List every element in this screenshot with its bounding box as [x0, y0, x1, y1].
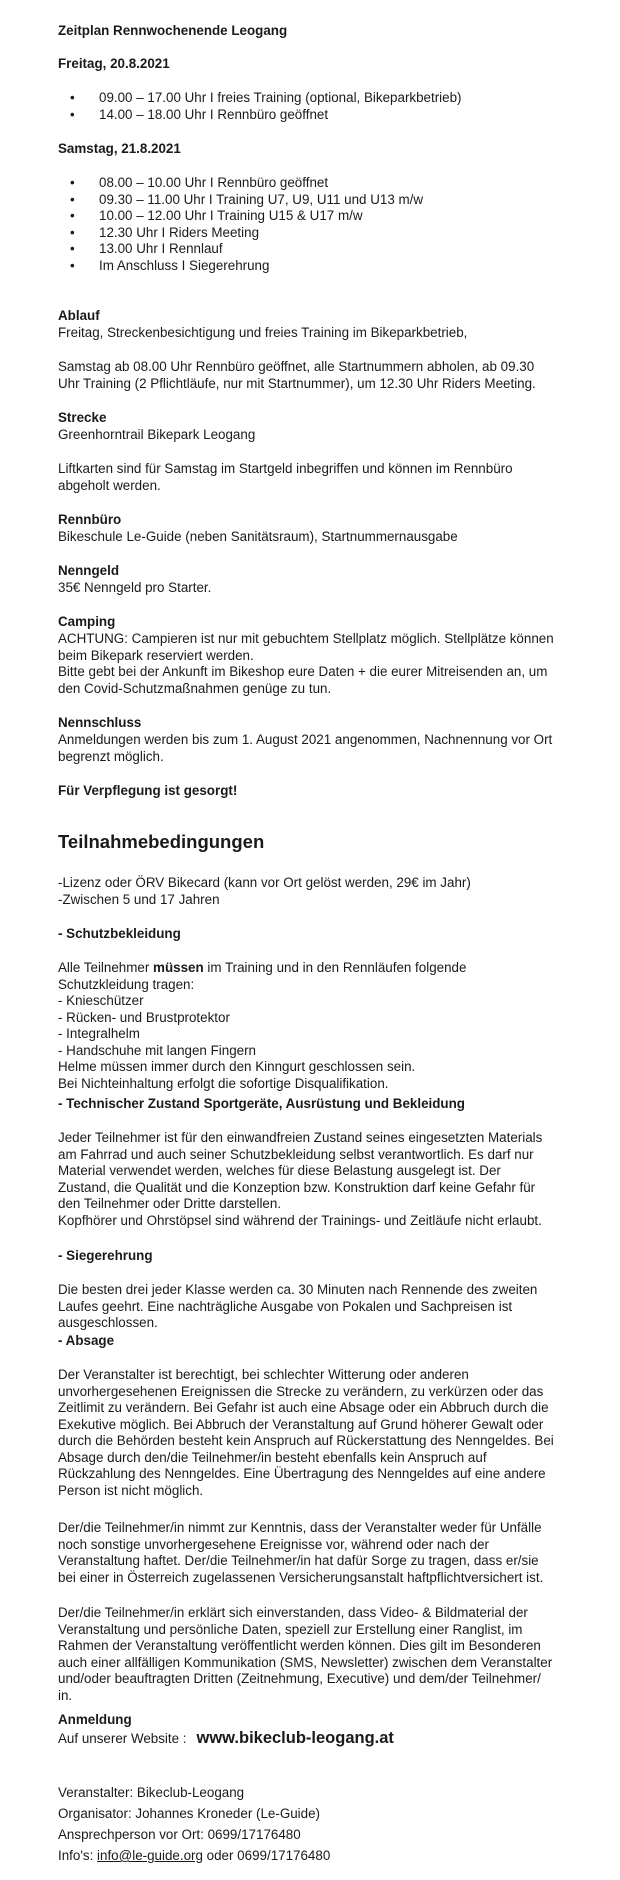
schedule-title: Zeitplan Rennwochenende Leogang: [58, 23, 288, 38]
anmeldung-heading: Anmeldung: [58, 1712, 132, 1727]
ablauf-text: Freitag, Streckenbesichtigung und freies Training im Bikeparkbetrieb,: [58, 325, 468, 340]
schutz-paragraph: Alle Teilnehmer müssen im Training und in den Rennläufen folgende Schutzkleidung tragen: - Knieschützer - Rücken- und Brustprotektor - Integralhelm - Handschuhe mit langen Fingern Helme müssen immer durch den Kinngurt geschlossen sein. Bei Nichteinhaltung erfolgt die sofortige Disqualifikation.: [58, 960, 467, 1091]
verpflegung-note: Für Verpflegung ist gesorgt!: [58, 783, 238, 798]
list-item: • 14.00 – 18.00 Uhr I Rennbüro geöffnet: [58, 107, 568, 124]
nennschluss-paragraph: Anmeldungen werden bis zum 1. August 2021 angenommen, Nachnennung vor Ort begrenzt möglich.: [58, 732, 553, 764]
teilnahme-title: Teilnahmebedingungen: [58, 831, 265, 852]
camping-paragraph: ACHTUNG: Campieren ist nur mit gebuchtem Stellplatz möglich. Stellplätze können beim Bikepark reserviert werden. Bitte gebt bei der Ankunft im Bikeshop eure Daten + die eurer Mitreisenden an, um den Covid-Schutzmaßnahmen genüge zu tun.: [58, 631, 554, 696]
nenngeld-heading: Nenngeld: [58, 563, 120, 578]
rennbuero-heading: Rennbüro: [58, 512, 122, 527]
camping-heading: Camping: [58, 614, 116, 629]
technik-paragraph: Jeder Teilnehmer ist für den einwandfreien Zustand seines eingesetzten Materials am Fahrrad und auch seiner Schutzbekleidung selbst verantwortlich. Es darf nur Material verwendet werden, welches für diese Belastung ausgelegt ist. Der Zustand, die Qualität und die Konzeption bzw. Konstruktion darf keine Gefahr für den Teilnehmer oder Dritte darstellen. Kopfhörer und Ohrstöpsel sind während der Trainings- und Zeitläufe nicht erlaubt.: [58, 1130, 543, 1228]
saturday-heading: Samstag, 21.8.2021: [58, 141, 181, 156]
veranstalter-line: Veranstalter: Bikeclub-Leogang: [58, 1785, 245, 1800]
ablauf-heading: Ablauf: [58, 308, 100, 323]
info-line: Info's: info@le-guide.org oder 0699/17176480: [58, 1848, 331, 1863]
technik-heading: - Technischer Zustand Sportgeräte, Ausrüstung und Bekleidung: [58, 1096, 465, 1111]
nenngeld-text: 35€ Nenngeld pro Starter.: [58, 580, 212, 595]
list-item: • Im Anschluss I Siegerehrung: [58, 258, 568, 275]
sieger-paragraph: Die besten drei jeder Klasse werden ca. 30 Minuten nach Rennende des zweiten Laufes geehrt. Eine nachträgliche Ausgabe von Pokalen und Sachpreisen ist ausgeschlossen.: [58, 1282, 538, 1330]
strecke-heading: Strecke: [58, 410, 107, 425]
requirements-paragraph: -Lizenz oder ÖRV Bikecard (kann vor Ort gelöst werden, 29€ im Jahr) -Zwischen 5 und 17 Jahren: [58, 875, 471, 907]
strecke-text: Greenhorntrail Bikepark Leogang: [58, 427, 256, 442]
rennbuero-text: Bikeschule Le-Guide (neben Sanitätsraum), Startnummernausgabe: [58, 529, 458, 544]
absage-paragraph-1: Der Veranstalter ist berechtigt, bei schlechter Witterung oder anderen unvorhergesehenen Ereignissen die Strecke zu verändern, zu verkürzen oder das Zeitlimit zu verändern. Bei Gefahr ist auch eine Absage oder ein Abbruch durch die Exekutive möglich. Bei Abbruch der Veranstaltung auf Grund höherer Gewalt oder durch die Behörden besteht kein Anspruch auf Rückerstattung des Nenngeldes. Bei Absage durch den/die Teilnehmer/in besteht ebenfalls kein Anspruch auf Rückzahlung des Nenngeldes. Eine Übertragung des Nenngeldes auf eine andere Person ist nicht möglich.: [58, 1367, 554, 1498]
list-item: • 13.00 Uhr I Rennlauf: [58, 241, 568, 258]
list-item: • 08.00 – 10.00 Uhr I Rennbüro geöffnet: [58, 175, 568, 192]
absage-paragraph-2: Der/die Teilnehmer/in nimmt zur Kenntnis, dass der Veranstalter weder für Unfälle noch sonstige unvorhergesehene Ereignisse vor, während oder nach der Veranstaltung haftet. Der/die Teilnehmer/in hat dafür Sorge zu tragen, dass er/sie bei einer in Österreich zugelassenen Versicherungsanstalt haftpflichtversichert ist.: [58, 1520, 544, 1585]
sieger-heading: - Siegerehrung: [58, 1248, 153, 1263]
ansprechperson-line: Ansprechperson vor Ort: 0699/17176480: [58, 1827, 301, 1842]
list-item: • 12.30 Uhr I Riders Meeting: [58, 225, 568, 242]
saturday-list: [58, 175, 568, 274]
anmeldung-row: [58, 1727, 568, 1750]
list-item: • 09.30 – 11.00 Uhr I Training U7, U9, U11 und U13 m/w: [58, 192, 568, 209]
absage-paragraph-3: Der/die Teilnehmer/in erklärt sich einverstanden, dass Video- & Bildmaterial der Veranstaltung und persönliche Daten, speziell zur Erstellung einer Ranglist, im Rahmen der Veranstaltung veröffentlicht werden können. Dies gilt im Besonderen auch einer allfälligen Kommunikation (SMS, Newsletter) zwischen dem Veranstalter und/oder beauftragten Dritten (Zeitnehmung, Executive) und dem/der Teilnehmer/ in.: [58, 1605, 553, 1703]
schutz-heading: - Schutzbekleidung: [58, 926, 181, 941]
website-link[interactable]: www.bikeclub-leogang.at: [196, 1729, 394, 1747]
organisator-line: Organisator: Johannes Kroneder (Le-Guide): [58, 1806, 321, 1821]
info-email-link[interactable]: info@le-guide.org: [97, 1848, 203, 1863]
friday-list: [58, 90, 568, 123]
absage-heading: - Absage: [58, 1333, 115, 1348]
anmeldung-label: Auf unserer Website :: [58, 1731, 187, 1746]
strecke-paragraph: Liftkarten sind für Samstag im Startgeld inbegriffen und können im Rennbüro abgeholt werden.: [58, 461, 513, 493]
nennschluss-heading: Nennschluss: [58, 715, 142, 730]
list-item: • 09.00 – 17.00 Uhr I freies Training (optional, Bikeparkbetrieb): [58, 90, 568, 107]
list-item: • 10.00 – 12.00 Uhr I Training U15 & U17 m/w: [58, 208, 568, 225]
ablauf-paragraph: Samstag ab 08.00 Uhr Rennbüro geöffnet, alle Startnummern abholen, ab 09.30 Uhr Training (2 Pflichtläufe, nur mit Startnummer), um 12.30 Uhr Riders Meeting.: [58, 359, 536, 391]
friday-heading: Freitag, 20.8.2021: [58, 56, 170, 71]
